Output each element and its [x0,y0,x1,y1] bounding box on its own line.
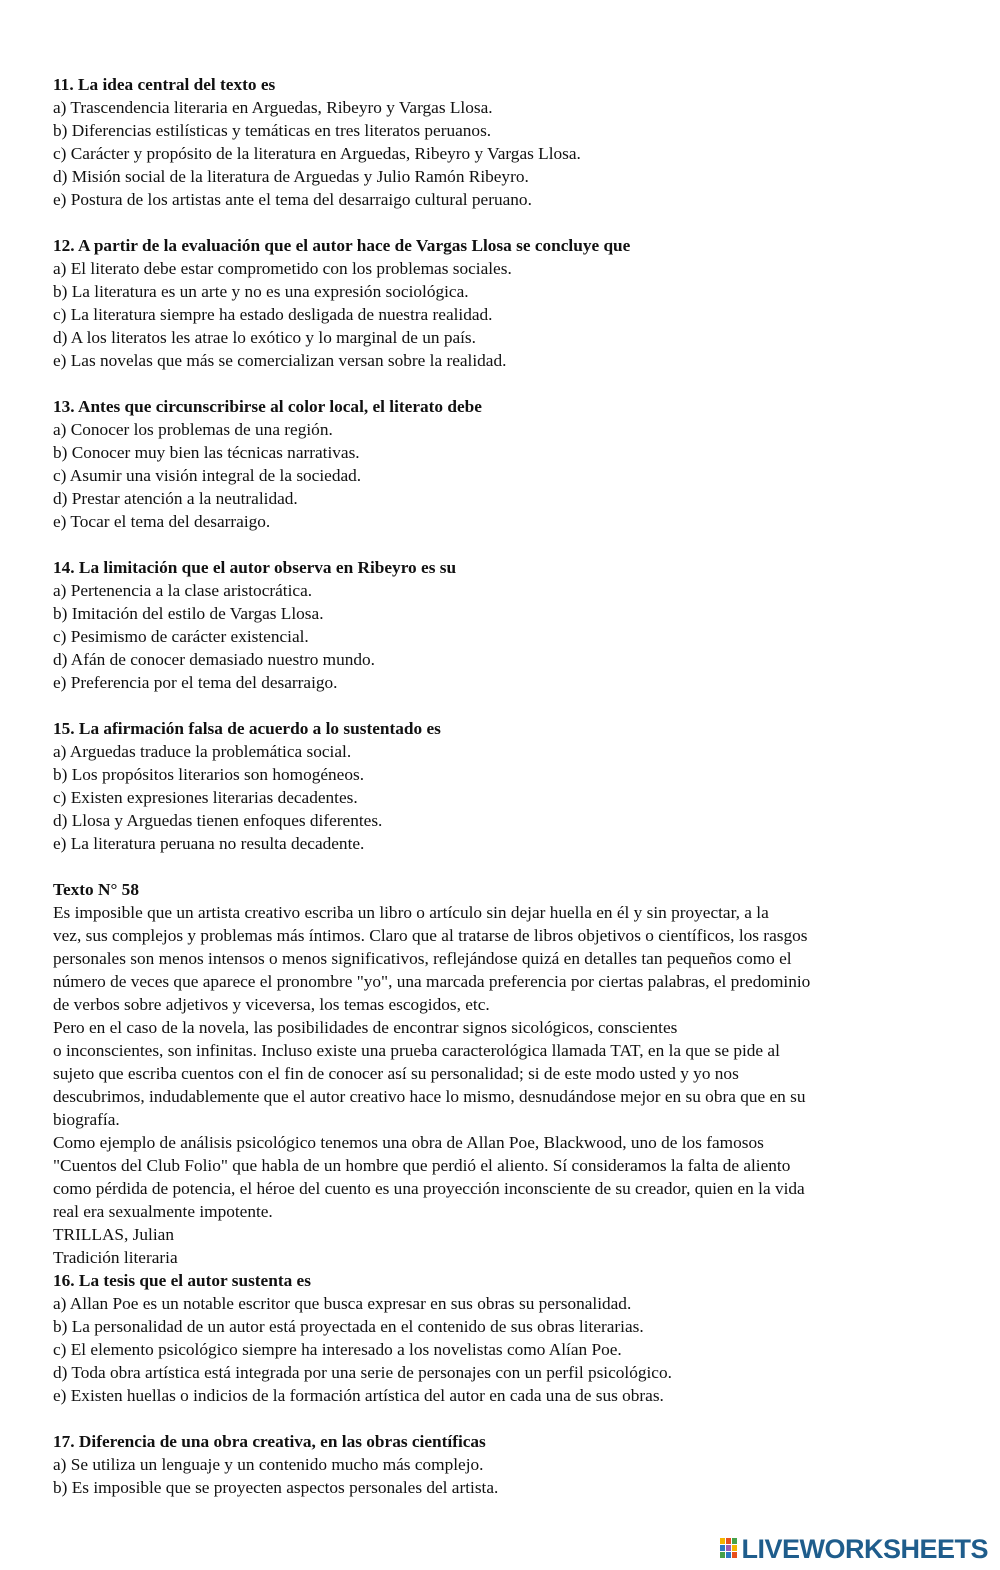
spacer [53,533,953,556]
text-line: d) Afán de conocer demasiado nuestro mundo. [53,650,376,669]
spacer [53,1407,953,1430]
spacer [53,211,953,234]
text-line: Pero en el caso de la novela, las posibilidades de encontrar signos sicológicos, conscientes [53,1018,678,1037]
text-line: b) Los propósitos literarios son homogéneos. [53,765,365,784]
text-line: biografía. [53,1110,120,1129]
text-line: como pérdida de potencia, el héroe del cuento es una proyección inconsciente de su creador, quien en la vida [53,1179,805,1198]
text-line: c) Pesimismo de carácter existencial. [53,627,309,646]
question-heading: 14. La limitación que el autor observa en Ribeyro es su [53,558,457,577]
logo-cell [732,1552,737,1558]
logo-cell [720,1552,725,1558]
logo-cell [720,1545,725,1551]
worksheet-page [53,73,953,1499]
text-line: d) A los literatos les atrae lo exótico y lo marginal de un país. [53,328,476,347]
text-line: d) Llosa y Arguedas tienen enfoques diferentes. [53,811,383,830]
text-line: vez, sus complejos y problemas más íntimos. Claro que al tratarse de libros objetivos o científicos, los rasgos [53,926,808,945]
logo-cell [726,1552,731,1558]
text-line: Tradición literaria [53,1248,178,1267]
text-line: a) Allan Poe es un notable escritor que busca expresar en sus obras su personalidad. [53,1294,632,1313]
text-line: real era sexualmente impotente. [53,1202,273,1221]
text-line: e) La literatura peruana no resulta decadente. [53,834,365,853]
question-heading: 11. La idea central del texto es [53,75,276,94]
text-line: c) La literatura siempre ha estado desligada de nuestra realidad. [53,305,493,324]
text-line: e) Postura de los artistas ante el tema del desarraigo cultural peruano. [53,190,532,209]
spacer [53,855,953,878]
question-heading: 15. La afirmación falsa de acuerdo a lo sustentado es [53,719,441,738]
text-line: e) Tocar el tema del desarraigo. [53,512,271,531]
question-heading: 12. A partir de la evaluación que el autor hace de Vargas Llosa se concluye que [53,236,631,255]
text-line: o inconscientes, son infinitas. Incluso existe una prueba caracterológica llamada TAT, en la que se pide al [53,1041,780,1060]
text-line: a) Conocer los problemas de una región. [53,420,333,439]
text-line: a) Arguedas traduce la problemática social. [53,742,352,761]
logo-cell [726,1538,731,1544]
text-line: Es imposible que un artista creativo escriba un libro o artículo sin dejar huella en él y sin proyectar, a la [53,903,769,922]
question-heading: 16. La tesis que el autor sustenta es [53,1271,311,1290]
logo-cell [732,1538,737,1544]
logo-cell [720,1538,725,1544]
text-line: a) Pertenencia a la clase aristocrática. [53,581,313,600]
text-line: descubrimos, indudablemente que el autor creativo hace lo mismo, desnudándose mejor en su obra que en su [53,1087,806,1106]
logo-text: LIVEWORKSHEETS [741,1533,988,1564]
text-line: personales son menos intensos o menos significativos, reflejándose quizá en detalles tan pequeños como el [53,949,792,968]
text-line: b) Es imposible que se proyecten aspectos personales del artista. [53,1478,499,1497]
text-line: d) Toda obra artística está integrada por una serie de personajes con un perfil psicológico. [53,1363,672,1382]
logo-cell [726,1545,731,1551]
text-line: e) Las novelas que más se comercializan versan sobre la realidad. [53,351,507,370]
text-line: e) Preferencia por el tema del desarraigo. [53,673,338,692]
text-line: b) La personalidad de un autor está proyectada en el contenido de sus obras literarias. [53,1317,644,1336]
text-line: c) Existen expresiones literarias decadentes. [53,788,358,807]
question-heading: 13. Antes que circunscribirse al color local, el literato debe [53,397,482,416]
text-line: a) Trascendencia literaria en Arguedas, Ribeyro y Vargas Llosa. [53,98,493,117]
text-line: c) Asumir una visión integral de la sociedad. [53,466,362,485]
text-line: a) Se utiliza un lenguaje y un contenido mucho más complejo. [53,1455,484,1474]
text-line: número de veces que aparece el pronombre "yo", una marcada preferencia por ciertas palabras, el predominio [53,972,811,991]
text-line: b) La literatura es un arte y no es una expresión sociológica. [53,282,469,301]
text-line: c) El elemento psicológico siempre ha interesado a los novelistas como Alían Poe. [53,1340,622,1359]
spacer [53,694,953,717]
question-heading: 17. Diferencia de una obra creativa, en las obras científicas [53,1432,486,1451]
text-line: b) Imitación del estilo de Vargas Llosa. [53,604,324,623]
text-line: e) Existen huellas o indicios de la formación artística del autor en cada una de sus obras. [53,1386,664,1405]
text-line: b) Conocer muy bien las técnicas narrativas. [53,443,360,462]
text-line: de verbos sobre adjetivos y viceversa, los temas escogidos, etc. [53,995,490,1014]
spacer [53,372,953,395]
text-line: d) Misión social de la literatura de Arguedas y Julio Ramón Ribeyro. [53,167,529,186]
text-line: "Cuentos del Club Folio" que habla de un hombre que perdió el aliento. Sí consideramos la falta de aliento [53,1156,791,1175]
logo-grid-icon [720,1538,738,1560]
text-line: a) El literato debe estar comprometido con los problemas sociales. [53,259,512,278]
text-line: sujeto que escriba cuentos con el fin de conocer así su personalidad; si de este modo usted y yo nos [53,1064,739,1083]
liveworksheets-logo [720,1534,988,1564]
logo-cell [732,1545,737,1551]
text-line: b) Diferencias estilísticas y temáticas en tres literatos peruanos. [53,121,492,140]
text-line: d) Prestar atención a la neutralidad. [53,489,298,508]
question-heading: Texto N° 58 [53,880,139,899]
text-line: TRILLAS, Julian [53,1225,174,1244]
text-line: Como ejemplo de análisis psicológico tenemos una obra de Allan Poe, Blackwood, uno de los famosos [53,1133,764,1152]
text-line: c) Carácter y propósito de la literatura en Arguedas, Ribeyro y Vargas Llosa. [53,144,581,163]
